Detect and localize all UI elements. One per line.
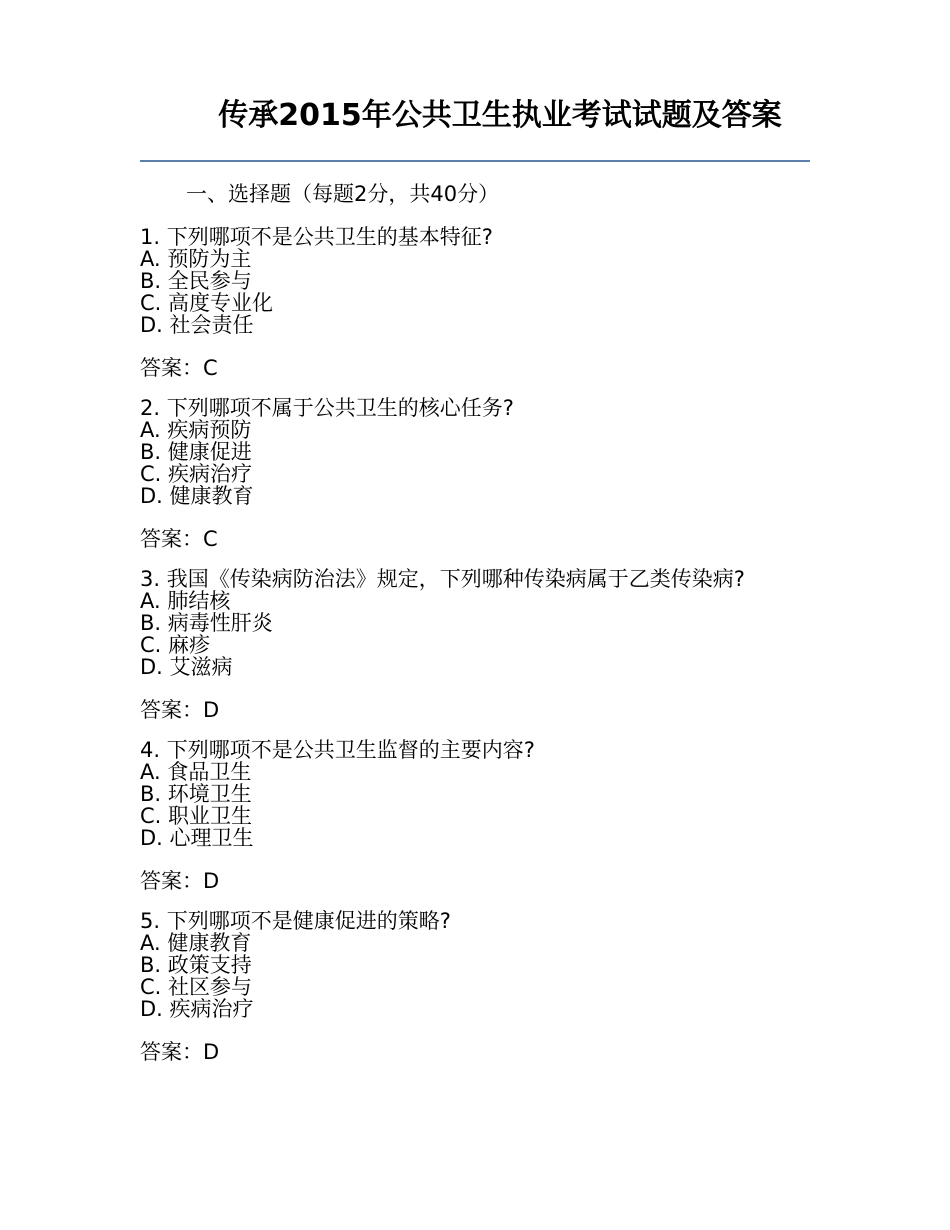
title-divider — [140, 160, 810, 162]
option-b: B. 环境卫生 — [140, 782, 252, 806]
title-block — [140, 98, 810, 133]
option-d: D. 社会责任 — [140, 313, 254, 337]
question-item — [140, 568, 800, 722]
option-b: B. 全民参与 — [140, 269, 252, 293]
option-d: D. 艾滋病 — [140, 655, 233, 679]
option-b: B. 病毒性肝炎 — [140, 611, 273, 635]
option-d: D. 健康教育 — [140, 484, 254, 508]
question-item — [140, 739, 800, 893]
answer-text: 答案：D — [140, 698, 220, 722]
question-text: 1. 下列哪项不是公共卫生的基本特征? — [140, 225, 493, 249]
question-text: 5. 下列哪项不是健康促进的策略? — [140, 909, 451, 933]
option-c: C. 疾病治疗 — [140, 462, 253, 486]
question-text: 2. 下列哪项不属于公共卫生的核心任务? — [140, 396, 514, 420]
page-title: 传承2015年公共卫生执业考试试题及答案 — [218, 98, 782, 133]
answer-text: 答案：C — [140, 356, 218, 380]
answer-text: 答案：D — [140, 869, 220, 893]
option-c: C. 高度专业化 — [140, 291, 274, 315]
answer-text: 答案：C — [140, 527, 218, 551]
option-c: C. 麻疹 — [140, 633, 211, 657]
option-b: B. 政策支持 — [140, 953, 252, 977]
question-item — [140, 397, 800, 551]
option-d: D. 疾病治疗 — [140, 997, 254, 1021]
option-c: C. 职业卫生 — [140, 804, 253, 828]
question-text: 3. 我国《传染病防治法》规定，下列哪种传染病属于乙类传染病? — [140, 567, 745, 591]
option-a: A. 食品卫生 — [140, 760, 252, 784]
question-item — [140, 226, 800, 380]
option-d: D. 心理卫生 — [140, 826, 254, 850]
option-a: A. 健康教育 — [140, 931, 252, 955]
option-a: A. 肺结核 — [140, 589, 231, 613]
question-list — [140, 226, 800, 1081]
option-b: B. 健康促进 — [140, 440, 252, 464]
option-c: C. 社区参与 — [140, 975, 253, 999]
answer-text: 答案：D — [140, 1040, 220, 1064]
option-a: A. 预防为主 — [140, 247, 252, 271]
section-heading: 一、选择题（每题2分，共40分） — [186, 182, 500, 206]
question-item — [140, 910, 800, 1064]
question-text: 4. 下列哪项不是公共卫生监督的主要内容? — [140, 738, 535, 762]
option-a: A. 疾病预防 — [140, 418, 252, 442]
